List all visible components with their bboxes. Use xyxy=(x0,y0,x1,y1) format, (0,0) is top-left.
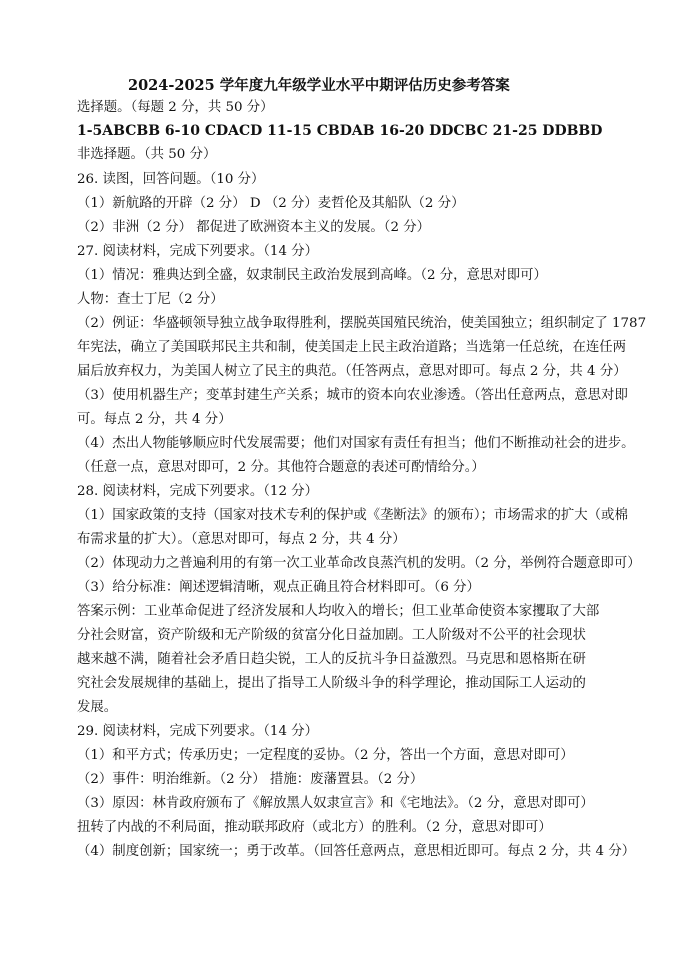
answer-line: （1）情况：雅典达到全盛，奴隶制民主政治发展到高峰。（2 分，意思对即可） xyxy=(77,268,547,283)
answer-line: 扭转了内战的不利局面，推动联邦政府（或北方）的胜利。（2 分，意思对即可） xyxy=(77,820,552,835)
answer-line: （3）给分标准：阐述逻辑清晰，观点正确且符合材料即可。（6 分） xyxy=(77,580,480,595)
section-heading-non-choice: 非选择题。（共 50 分） xyxy=(77,147,217,162)
answer-line: 越来越不满，随着社会矛盾日趋尖锐，工人的反抗斗争日益激烈。马克思和恩格斯在研 xyxy=(77,652,586,667)
answer-line: （2）体现动力之普遍利用的有第一次工业革命改良蒸汽机的发明。（2 分，举例符合题意即可） xyxy=(77,556,641,571)
answer-line: （3）使用机器生产；变革封建生产关系；城市的资本向农业渗透。（答出任意两点，意思对即 xyxy=(77,388,628,403)
answer-line: 究社会发展规律的基础上，提出了指导工人阶级斗争的科学理论，推动国际工人运动的 xyxy=(77,676,586,691)
document-title: 2024-2025 学年度九年级学业水平中期评估历史参考答案 xyxy=(128,77,510,94)
answer-line: （4）制度创新；国家统一；勇于改革。（回答任意两点，意思相近即可。每点 2 分，共 4 分） xyxy=(77,844,636,859)
answer-line: （2）事件：明治维新。（2 分） 措施：废藩置县。（2 分） xyxy=(77,772,424,787)
answer-line: 发展。 xyxy=(77,700,118,715)
answer-line: 人物：查士丁尼（2 分） xyxy=(77,292,224,307)
answer-line: 年宪法，确立了美国联邦民主共和制，使美国走上民主政治道路；当选第一任总统，在连任两 xyxy=(77,340,627,355)
section-heading-multiple-choice: 选择题。（每题 2 分，共 50 分） xyxy=(77,100,274,115)
answer-line: （2）例证：华盛顿领导独立战争取得胜利，摆脱英国殖民统治，使美国独立；组织制定了 1787 xyxy=(77,316,647,331)
answer-line: 布需求量的扩大）。（意思对即可，每点 2 分，共 4 分） xyxy=(77,532,406,547)
answer-line: 分社会财富，资产阶级和无产阶级的贫富分化日益加剧。工人阶级对不公平的社会现状 xyxy=(77,628,586,643)
answer-line: 答案示例：工业革命促进了经济发展和人均收入的增长；但工业革命使资本家攫取了大部 xyxy=(77,604,600,619)
answer-line: （4）杰出人物能够顺应时代发展需要；他们对国家有责任有担当；他们不断推动社会的进步。 xyxy=(77,436,635,451)
answer-line: 可。每点 2 分，共 4 分） xyxy=(77,412,232,427)
answer-line: （1）新航路的开辟（2 分） D （2 分）麦哲伦及其船队（2 分） xyxy=(77,196,465,211)
multiple-choice-answers: 1-5ABCBB 6-10 CDACD 11-15 CBDAB 16-20 DDCBC 21-25 DDBBD xyxy=(77,123,603,139)
question-28-heading: 28. 阅读材料，完成下列要求。（12 分） xyxy=(77,484,319,499)
answer-line: （1）和平方式；传承历史；一定程度的妥协。（2 分，答出一个方面，意思对即可） xyxy=(77,748,574,763)
answer-line: 届后放弃权力，为美国人树立了民主的典范。（任答两点，意思对即可。每点 2 分，共 4 分） xyxy=(77,364,627,379)
answer-line: （3）原因：林肯政府颁布了《解放黑人奴隶宣言》和《宅地法》。（2 分，意思对即可） xyxy=(77,796,594,811)
answer-line: （任意一点，意思对即可，2 分。其他符合题意的表述可酌情给分。） xyxy=(77,460,485,475)
question-29-heading: 29. 阅读材料，完成下列要求。（14 分） xyxy=(77,724,319,739)
answer-line: （2）非洲（2 分） 都促进了欧洲资本主义的发展。（2 分） xyxy=(77,220,431,235)
question-26-heading: 26. 读图，回答问题。（10 分） xyxy=(77,172,265,187)
answer-line: （1）国家政策的支持（国家对技术专利的保护或《垄断法》的颁布）；市场需求的扩大（或棉 xyxy=(77,508,628,523)
question-27-heading: 27. 阅读材料，完成下列要求。（14 分） xyxy=(77,244,319,259)
